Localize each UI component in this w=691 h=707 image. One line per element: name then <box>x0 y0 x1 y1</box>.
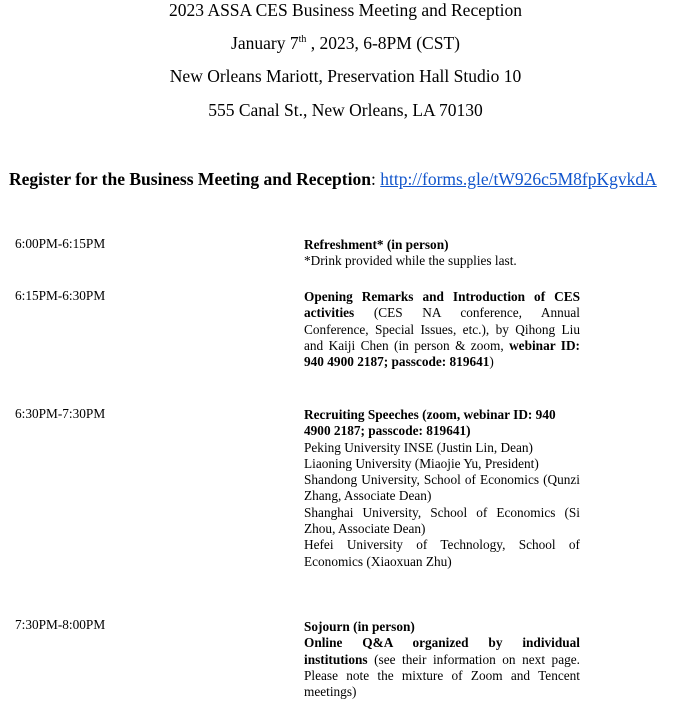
event-date-rest: , 2023, 6-8PM (CST) <box>306 33 460 53</box>
schedule-item-webinar: webinar ID: 940 4900 2187; passcode: 819641 <box>304 337 580 370</box>
schedule-time: 6:15PM-6:30PM <box>15 288 106 303</box>
list-item: Hefei University of Technology, School of Economics (Xiaoxuan Zhu) <box>304 537 580 569</box>
register-link[interactable]: http://forms.gle/tW926c5M8fpKgvkdA <box>380 169 657 189</box>
schedule-item-refreshment <box>304 237 580 270</box>
schedule-time: 6:00PM-6:15PM <box>15 236 106 251</box>
schedule-item-opening-remarks <box>304 289 580 370</box>
event-date-main: January 7 <box>231 33 299 53</box>
event-venue: New Orleans Mariott, Preservation Hall Studio 10 <box>169 66 522 86</box>
schedule-item-title: Sojourn (in person) <box>304 619 415 634</box>
schedule-item-title: Recruiting Speeches (zoom, webinar ID: 940 4900 2187; passcode: 819641) <box>304 407 556 439</box>
schedule-item-title: Opening Remarks and Introduction of CES activities <box>304 289 580 321</box>
schedule-item-text: (CES NA conference, Annual Conference, Special Issues, etc.), by Qihong Liu and Kaiji Chen (in person & zoom, <box>304 305 580 353</box>
list-item: Liaoning University (Miaojie Yu, President) <box>304 455 539 471</box>
schedule-item-note: *Drink provided while the supplies last. <box>304 253 517 269</box>
list-item: Peking University INSE (Justin Lin, Dean) <box>304 439 533 455</box>
schedule-item-text-end: ) <box>489 354 494 370</box>
list-item: Shandong University, School of Economics (Qunzi Zhang, Associate Dean) <box>304 472 580 504</box>
register-colon: : <box>370 169 381 189</box>
event-title: 2023 ASSA CES Business Meeting and Reception <box>169 0 522 20</box>
register-label: Register for the Business Meeting and Reception <box>9 169 371 189</box>
event-date-suffix: th <box>298 34 307 45</box>
event-date <box>0 33 691 54</box>
schedule-item-qa: Online Q&A organized by individual institutions <box>304 635 580 667</box>
register-line <box>9 169 657 190</box>
schedule-item-recruiting <box>304 407 580 570</box>
event-address: 555 Canal St., New Orleans, LA 70130 <box>208 100 483 120</box>
schedule-item-sojourn <box>304 619 580 700</box>
schedule-item-title: Refreshment* (in person) <box>304 237 449 252</box>
schedule-time: 7:30PM-8:00PM <box>15 617 106 632</box>
schedule-item-text: (see their information on next page. Please note the mixture of Zoom and Tencent meetings) <box>304 651 580 700</box>
list-item: Shanghai University, School of Economics (Si Zhou, Associate Dean) <box>304 504 580 537</box>
schedule-time: 6:30PM-7:30PM <box>15 406 106 421</box>
